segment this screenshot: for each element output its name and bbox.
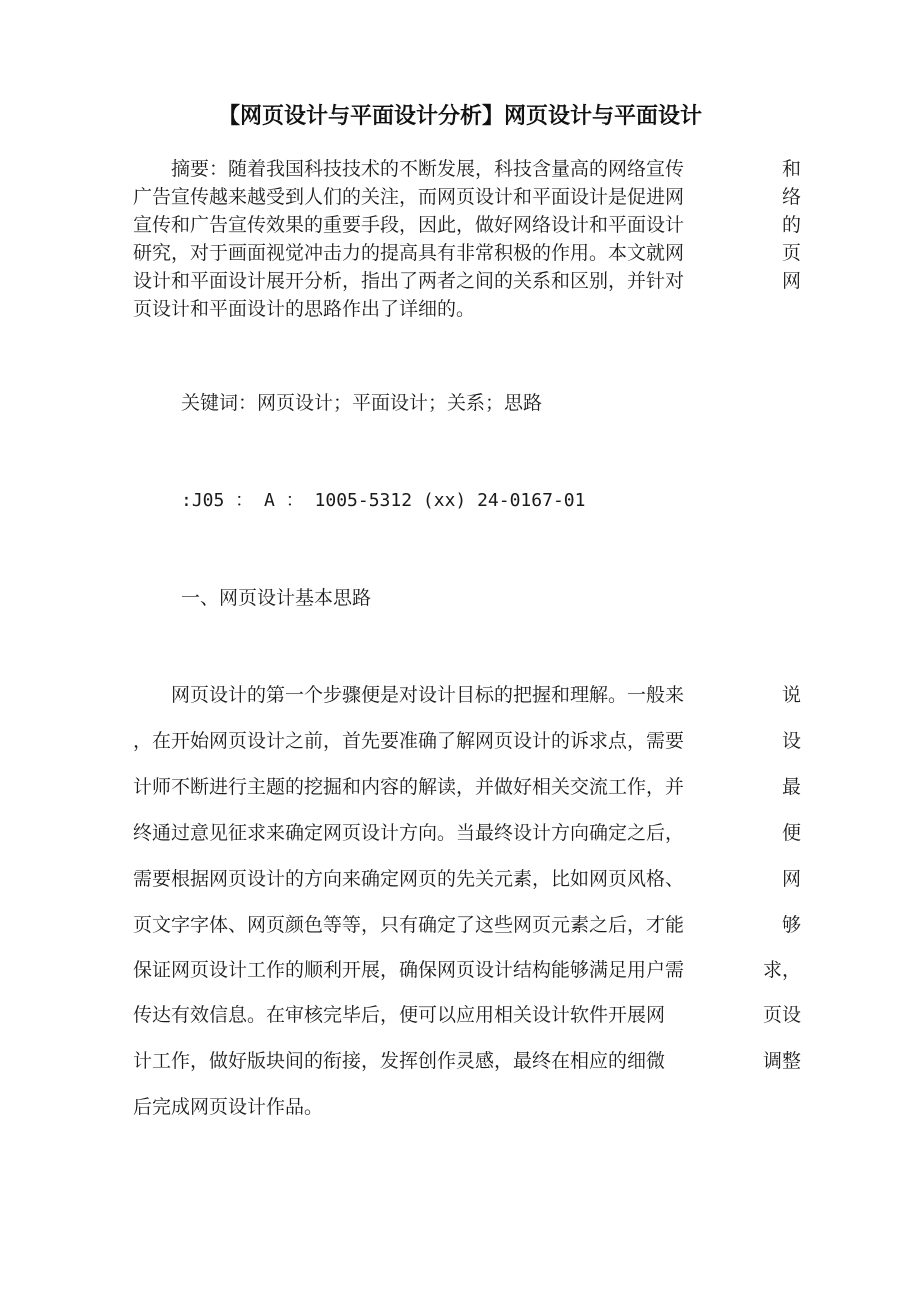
body-line <box>133 1046 801 1073</box>
abstract-line <box>133 182 801 209</box>
body-line-text: 传达有效信息。在审核完毕后，便可以应用相关设计软件开展网 <box>133 1004 666 1026</box>
abstract-line <box>133 294 801 321</box>
body-line-tail: 页设 <box>762 1004 801 1026</box>
body-line <box>133 772 801 799</box>
document-title: 【网页设计与平面设计分析】网页设计与平面设计 <box>217 104 702 129</box>
abstract-line <box>133 238 801 265</box>
body-line <box>133 910 801 937</box>
body-line-text: 计师不断进行主题的挖掘和内容的解读，并做好相关交流工作，并 <box>133 776 685 798</box>
body-line-text: 需要根据网页设计的方向来确定网页的先关元素，比如网页风格、 <box>133 868 685 890</box>
body-line-tail: 便 <box>781 822 801 844</box>
section-heading: 一、网页设计基本思路 <box>181 587 372 609</box>
body-line-tail: 够 <box>781 914 801 936</box>
body-line-text: 后完成网页设计作品。 <box>133 1096 324 1118</box>
abstract-line-text: 广告宣传越来越受到人们的关注，而网页设计和平面设计是促进网 <box>133 186 685 208</box>
abstract-line <box>133 154 801 181</box>
body-line <box>133 864 801 891</box>
body-line-text: 终通过意见征求来确定网页设计方向。当最终设计方向确定之后， <box>133 822 685 844</box>
body-line-text: 保证网页设计工作的顺利开展，确保网页设计结构能够满足用户需 <box>133 959 685 981</box>
body-line-text: 页文字字体、网页颜色等等，只有确定了这些网页元素之后，才能 <box>133 914 685 936</box>
abstract-line-text: 设计和平面设计展开分析，指出了两者之间的关系和区别，并针对 <box>133 270 685 292</box>
body-line <box>133 955 801 982</box>
body-line-tail: 求， <box>762 959 801 981</box>
keywords: 关键词：网页设计；平面设计；关系；思路 <box>181 392 543 414</box>
abstract-line-tail: 和 <box>781 158 801 180</box>
body-line-tail: 说 <box>781 684 801 706</box>
abstract-line-tail: 的 <box>781 214 801 236</box>
body-line-text: ，在开始网页设计之前，首先要准确了解网页设计的诉求点，需要 <box>133 730 685 752</box>
body-line <box>133 1092 801 1119</box>
abstract-line <box>133 266 801 293</box>
abstract-line-tail: 网 <box>781 270 801 292</box>
abstract-line-text: 研究，对于画面视觉冲击力的提高具有非常积极的作用。本文就网 <box>133 242 685 264</box>
abstract-line-text: 摘要：随着我国科技技术的不断发展，科技含量高的网络宣传 <box>133 158 685 180</box>
abstract-line-text: 页设计和平面设计的思路作出了详细的。 <box>133 298 476 320</box>
body-line <box>133 726 801 753</box>
classification-code: :J05 ： A ： 1005-5312 (xx) 24-0167-01 <box>181 490 586 511</box>
body-line <box>133 818 801 845</box>
body-line-tail: 设 <box>781 730 801 752</box>
body-line-tail: 网 <box>781 868 801 890</box>
body-line-tail: 调整 <box>762 1050 801 1072</box>
body-line-tail: 最 <box>781 776 801 798</box>
abstract-line-tail: 页 <box>781 242 801 264</box>
body-line <box>133 1000 801 1027</box>
abstract-line <box>133 210 801 237</box>
abstract-line-text: 宣传和广告宣传效果的重要手段，因此，做好网络设计和平面设计 <box>133 214 685 236</box>
body-line-text: 计工作，做好版块间的衔接，发挥创作灵感，最终在相应的细微 <box>133 1050 666 1072</box>
body-line <box>133 680 801 707</box>
body-line-text: 网页设计的第一个步骤便是对设计目标的把握和理解。一般来 <box>133 684 685 706</box>
abstract-line-tail: 络 <box>781 186 801 208</box>
